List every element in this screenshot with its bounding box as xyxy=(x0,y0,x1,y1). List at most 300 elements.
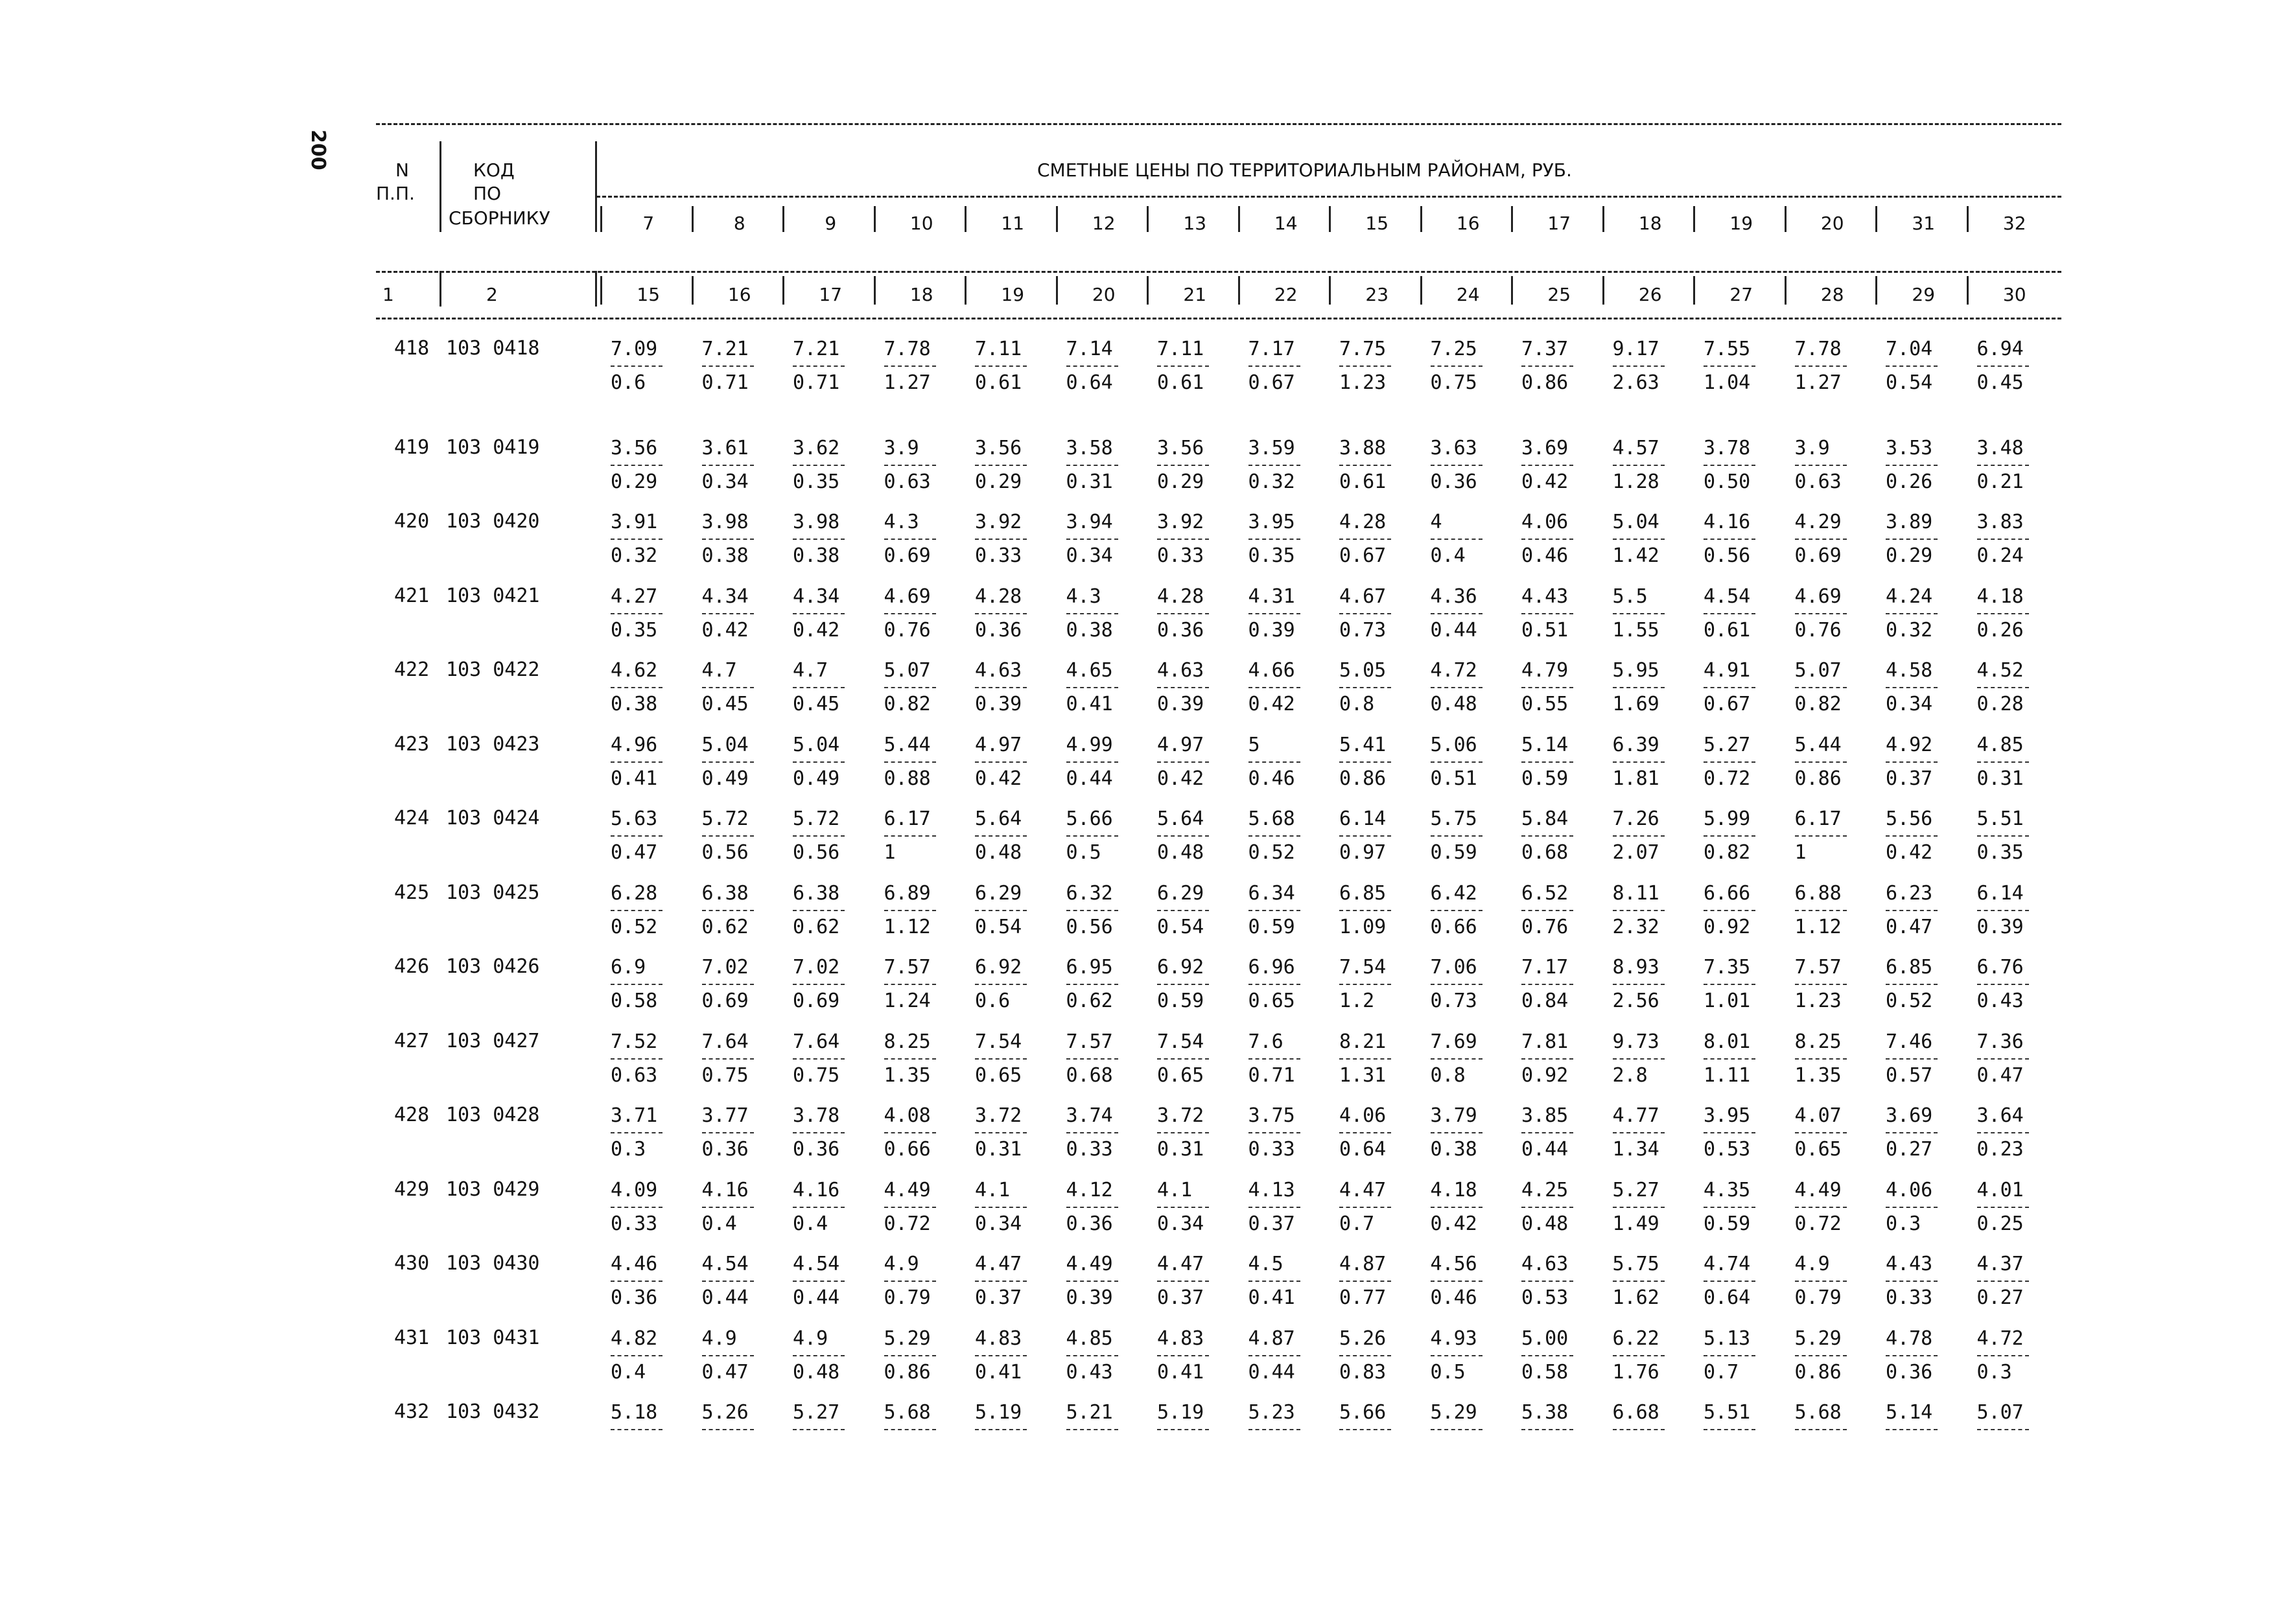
cell-value: 4.28 xyxy=(1157,585,1204,608)
cell-value: 7.35 xyxy=(1704,956,1751,979)
cell-value: 4.3 xyxy=(1066,585,1101,608)
cell-value: 1.23 xyxy=(1794,990,1842,1012)
cell-value: 3.92 xyxy=(975,511,1022,533)
table-cell xyxy=(1339,510,1427,568)
cell-value: 0.66 xyxy=(884,1138,931,1161)
table-cell xyxy=(884,1327,972,1385)
table-cell xyxy=(1613,510,1701,568)
cell-dash xyxy=(702,1429,754,1430)
cell-dash xyxy=(1339,1207,1391,1208)
cell-dash xyxy=(793,465,845,466)
cell-value: 7.26 xyxy=(1612,807,1659,830)
table-cell xyxy=(702,585,790,643)
district-header: 20 xyxy=(1820,213,1844,234)
cell-dash xyxy=(975,1355,1027,1356)
cell-value: 0.63 xyxy=(1794,470,1842,493)
table-cell xyxy=(1613,1327,1701,1385)
cell-value: 6.88 xyxy=(1794,881,1842,905)
cell-value: 7.09 xyxy=(611,338,658,360)
cell-dash xyxy=(884,761,936,763)
cell-dash xyxy=(1339,1058,1391,1060)
title-rule xyxy=(596,196,2061,198)
row-code: 103 0421 xyxy=(446,584,540,607)
table-cell xyxy=(1613,1030,1701,1088)
cell-dash xyxy=(1431,465,1482,466)
cell-dash xyxy=(611,1429,662,1430)
table-cell xyxy=(1157,658,1245,717)
table-cell xyxy=(611,733,699,791)
cell-dash xyxy=(1066,1281,1118,1282)
table-cell xyxy=(793,1104,881,1162)
cell-value: 4.62 xyxy=(611,659,658,682)
table-cell xyxy=(1886,585,1974,643)
table-cell xyxy=(1977,337,2065,395)
cell-dash xyxy=(1521,1058,1573,1060)
cell-dash xyxy=(884,1355,936,1356)
table-cell xyxy=(793,658,881,717)
cell-value: 0.83 xyxy=(1339,1360,1387,1384)
cell-value: 0.49 xyxy=(793,767,840,790)
cell-value: 4.7 xyxy=(793,659,828,682)
cell-dash xyxy=(1066,761,1118,763)
table-cell xyxy=(1248,1104,1337,1162)
cell-value: 8.93 xyxy=(1612,956,1659,979)
cell-value: 5.44 xyxy=(1794,733,1842,756)
cell-value: 7.64 xyxy=(793,1030,840,1053)
cell-value: 3.74 xyxy=(1066,1104,1113,1127)
cell-value: 0.52 xyxy=(1886,990,1933,1012)
page-number: 200 xyxy=(307,130,329,170)
table-cell xyxy=(884,436,972,494)
cell-value: 4.9 xyxy=(793,1327,828,1350)
cell-value: 0.38 xyxy=(793,544,840,567)
cell-value: 1.12 xyxy=(1794,915,1842,938)
table-cell xyxy=(1795,337,1883,395)
table-cell xyxy=(1521,807,1610,865)
cell-dash xyxy=(793,1355,845,1356)
table-cell xyxy=(1613,1252,1701,1310)
cell-dash xyxy=(1066,365,1118,367)
table-cell xyxy=(1431,510,1519,568)
cell-dash xyxy=(1248,365,1300,367)
cell-dash xyxy=(1157,761,1209,763)
table-cell xyxy=(702,807,790,865)
cell-value: 5.04 xyxy=(1612,511,1659,533)
cell-value: 4.65 xyxy=(1066,659,1113,682)
cell-value: 0.36 xyxy=(793,1138,840,1161)
cell-value: 3.71 xyxy=(611,1104,658,1127)
table-cell xyxy=(1795,1252,1883,1310)
cell-dash xyxy=(1431,1207,1482,1208)
table-cell xyxy=(1431,881,1519,940)
cell-dash xyxy=(1886,984,1938,985)
colnum-header: 20 xyxy=(1092,284,1116,305)
cell-value: 0.59 xyxy=(1248,915,1295,938)
cell-dash xyxy=(793,613,845,614)
cell-dash xyxy=(1613,1058,1665,1060)
table-cell xyxy=(1886,510,1974,568)
cell-value: 5.75 xyxy=(1430,807,1477,830)
cell-value: 4.43 xyxy=(1886,1253,1933,1275)
table-cell xyxy=(1066,658,1154,717)
table-cell xyxy=(1431,1400,1519,1434)
cell-value: 0.48 xyxy=(1157,841,1204,864)
cell-dash xyxy=(884,984,936,985)
cell-value: 5.68 xyxy=(1248,807,1295,830)
cell-dash xyxy=(611,465,662,466)
table-cell xyxy=(1157,1327,1245,1385)
cell-value: 5.18 xyxy=(611,1401,658,1424)
cell-value: 0.4 xyxy=(793,1212,828,1235)
cell-value: 0.54 xyxy=(1157,915,1204,938)
cell-value: 4.3 xyxy=(884,511,919,533)
cell-value: 0.73 xyxy=(1339,618,1387,642)
cell-dash xyxy=(702,910,754,911)
cell-dash xyxy=(611,1207,662,1208)
cell-dash xyxy=(975,984,1027,985)
cell-dash xyxy=(1977,1355,2029,1356)
cell-dash xyxy=(1704,1281,1755,1282)
cell-value: 0.53 xyxy=(1704,1138,1751,1161)
row-code: 103 0418 xyxy=(446,337,540,360)
cell-value: 0.68 xyxy=(1066,1063,1113,1087)
table-cell xyxy=(1795,1400,1883,1434)
cell-dash xyxy=(1248,465,1300,466)
table-cell xyxy=(1886,1327,1974,1385)
cell-value: 3.89 xyxy=(1886,511,1933,533)
table-cell xyxy=(1521,658,1610,717)
cell-value: 0.36 xyxy=(975,618,1022,642)
cell-dash xyxy=(1977,984,2029,985)
table-cell xyxy=(1886,1400,1974,1434)
table-cell xyxy=(1431,955,1519,1014)
cell-dash xyxy=(1795,1281,1847,1282)
cell-dash xyxy=(1613,761,1665,763)
cell-dash xyxy=(1066,1132,1118,1133)
district-header: 32 xyxy=(2002,213,2026,234)
cell-value: 4.54 xyxy=(701,1253,749,1275)
cell-value: 0.42 xyxy=(975,767,1022,790)
divider xyxy=(439,141,441,232)
cell-dash xyxy=(884,465,936,466)
cell-dash xyxy=(1521,1132,1573,1133)
cell-value: 9.17 xyxy=(1612,338,1659,360)
cell-value: 4.09 xyxy=(611,1178,658,1201)
cell-dash xyxy=(702,835,754,837)
cell-dash xyxy=(702,613,754,614)
divider xyxy=(1602,206,1604,232)
cell-value: 5.66 xyxy=(1066,807,1113,830)
table-cell xyxy=(1613,955,1701,1014)
cell-value: 4.87 xyxy=(1339,1253,1387,1275)
cell-value: 0.36 xyxy=(1886,1360,1933,1384)
table-cell xyxy=(1704,1252,1792,1310)
table-cell xyxy=(975,1327,1063,1385)
cell-value: 4.85 xyxy=(1976,733,2024,756)
cell-value: 6.29 xyxy=(1157,881,1204,905)
cell-value: 4.63 xyxy=(1521,1253,1569,1275)
cell-dash xyxy=(1339,465,1391,466)
table-cell xyxy=(1157,1400,1245,1434)
table-cell xyxy=(793,733,881,791)
cell-dash xyxy=(1977,465,2029,466)
cell-value: 0.52 xyxy=(1248,841,1295,864)
cell-dash xyxy=(1248,1429,1300,1430)
cell-value: 7.57 xyxy=(1066,1030,1113,1053)
colnum-1: 1 xyxy=(382,284,394,305)
cell-value: 6.76 xyxy=(1976,956,2024,979)
cell-dash xyxy=(975,687,1027,688)
cell-value: 0.33 xyxy=(1248,1138,1295,1161)
cell-value: 0.44 xyxy=(1430,618,1477,642)
cell-value: 5.64 xyxy=(1157,807,1204,830)
cell-dash xyxy=(793,761,845,763)
cell-value: 5.27 xyxy=(793,1401,840,1424)
cell-value: 3.53 xyxy=(1886,436,1933,459)
cell-value: 0.72 xyxy=(1704,767,1751,790)
cell-value: 4.57 xyxy=(1612,436,1659,459)
table-top-rule xyxy=(376,123,2061,125)
cell-value: 0.77 xyxy=(1339,1286,1387,1309)
divider xyxy=(439,271,441,307)
cell-value: 6.85 xyxy=(1339,881,1387,905)
cell-value: 0.25 xyxy=(1976,1212,2024,1235)
row-code: 103 0428 xyxy=(446,1104,540,1126)
cell-value: 0.46 xyxy=(1430,1286,1477,1309)
cell-dash xyxy=(1431,984,1482,985)
row-code: 103 0427 xyxy=(446,1029,540,1052)
table-cell xyxy=(1704,1104,1792,1162)
cell-value: 5.29 xyxy=(884,1327,931,1350)
cell-value: 0.84 xyxy=(1521,990,1569,1012)
cell-value: 5.07 xyxy=(884,659,931,682)
cell-value: 0.41 xyxy=(1066,693,1113,715)
district-header: 11 xyxy=(1001,213,1025,234)
cell-dash xyxy=(884,835,936,837)
cell-dash xyxy=(702,539,754,540)
cell-dash xyxy=(793,1429,845,1430)
table-cell xyxy=(1248,881,1337,940)
table-cell xyxy=(1977,436,2065,494)
cell-dash xyxy=(1066,835,1118,837)
table-cell xyxy=(1248,955,1337,1014)
cell-value: 0.39 xyxy=(1066,1286,1113,1309)
cell-value: 0.65 xyxy=(1248,990,1295,1012)
table-cell xyxy=(1066,733,1154,791)
cell-value: 5.68 xyxy=(1794,1401,1842,1424)
cell-value: 2.07 xyxy=(1612,841,1659,864)
cell-value: 0.63 xyxy=(884,470,931,493)
cell-dash xyxy=(975,910,1027,911)
cell-dash xyxy=(1886,910,1938,911)
table-cell xyxy=(1977,955,2065,1014)
cell-dash xyxy=(1886,1429,1938,1430)
cell-value: 4.16 xyxy=(1704,511,1751,533)
cell-dash xyxy=(1521,465,1573,466)
cell-value: 4.79 xyxy=(1521,659,1569,682)
cell-value: 3.69 xyxy=(1521,436,1569,459)
cell-value: 5.95 xyxy=(1612,659,1659,682)
cell-dash xyxy=(1795,910,1847,911)
table-cell xyxy=(1795,658,1883,717)
table-cell xyxy=(702,1252,790,1310)
cell-value: 0.92 xyxy=(1521,1063,1569,1087)
cell-value: 1.35 xyxy=(1794,1063,1842,1087)
cell-value: 4.35 xyxy=(1704,1178,1751,1201)
table-cell xyxy=(1431,1178,1519,1236)
district-header: 9 xyxy=(825,213,837,234)
cell-value: 5.26 xyxy=(1339,1327,1387,1350)
table-cell xyxy=(1886,1104,1974,1162)
cell-dash xyxy=(1977,1429,2029,1430)
cell-value: 0.86 xyxy=(1794,1360,1842,1384)
district-header: 8 xyxy=(733,213,745,234)
cell-value: 0.21 xyxy=(1976,470,2024,493)
cell-dash xyxy=(1339,1281,1391,1282)
cell-value: 6.22 xyxy=(1612,1327,1659,1350)
divider xyxy=(1967,276,1969,305)
colnum-header: 27 xyxy=(1729,284,1753,305)
cell-dash xyxy=(1157,365,1209,367)
cell-dash xyxy=(975,1429,1027,1430)
table-cell xyxy=(702,1030,790,1088)
cell-value: 9.73 xyxy=(1612,1030,1659,1053)
cell-dash xyxy=(884,365,936,367)
cell-dash xyxy=(1431,687,1482,688)
cell-value: 0.41 xyxy=(611,767,658,790)
cell-dash xyxy=(884,1058,936,1060)
cell-value: 1.81 xyxy=(1612,767,1659,790)
cell-value: 0.59 xyxy=(1430,841,1477,864)
cell-value: 5.99 xyxy=(1704,807,1751,830)
cell-dash xyxy=(1795,761,1847,763)
cell-dash xyxy=(1795,1207,1847,1208)
table-cell xyxy=(975,585,1063,643)
cell-value: 4.13 xyxy=(1248,1178,1295,1201)
row-number: 427 xyxy=(394,1029,430,1052)
cell-value: 5.27 xyxy=(1612,1178,1659,1201)
cell-value: 3.59 xyxy=(1248,436,1295,459)
table-cell xyxy=(1795,1327,1883,1385)
cell-dash xyxy=(1157,539,1209,540)
cell-dash xyxy=(1886,365,1938,367)
cell-dash xyxy=(1977,1058,2029,1060)
cell-value: 0.42 xyxy=(1248,693,1295,715)
cell-dash xyxy=(611,1132,662,1133)
table-cell xyxy=(702,658,790,717)
cell-dash xyxy=(1795,835,1847,837)
cell-dash xyxy=(1157,984,1209,985)
table-cell xyxy=(1339,733,1427,791)
cell-dash xyxy=(793,365,845,367)
cell-dash xyxy=(1704,1207,1755,1208)
divider xyxy=(1420,276,1422,305)
cell-value: 3.92 xyxy=(1157,511,1204,533)
table-cell xyxy=(1431,436,1519,494)
cell-value: 0.61 xyxy=(1704,618,1751,642)
table-cell xyxy=(1977,733,2065,791)
cell-value: 0.61 xyxy=(1157,371,1204,394)
cell-value: 6.38 xyxy=(701,881,749,905)
district-header: 19 xyxy=(1729,213,1753,234)
cell-value: 4.9 xyxy=(1794,1253,1830,1275)
cell-value: 0.53 xyxy=(1521,1286,1569,1309)
cell-value: 0.64 xyxy=(1339,1138,1387,1161)
cell-value: 0.4 xyxy=(1430,544,1466,567)
cell-value: 0.57 xyxy=(1886,1063,1933,1087)
cell-value: 1.31 xyxy=(1339,1063,1387,1087)
cell-dash xyxy=(1613,613,1665,614)
cell-dash xyxy=(884,1207,936,1208)
cell-value: 0.58 xyxy=(611,990,658,1012)
cell-value: 4.52 xyxy=(1976,659,2024,682)
cell-value: 6.38 xyxy=(793,881,840,905)
cell-value: 6.92 xyxy=(1157,956,1204,979)
table-cell xyxy=(1613,1400,1701,1434)
cell-value: 0.34 xyxy=(1886,693,1933,715)
cell-value: 0.51 xyxy=(1521,618,1569,642)
table-cell xyxy=(793,1030,881,1088)
cell-value: 6.17 xyxy=(884,807,931,830)
cell-value: 0.63 xyxy=(611,1063,658,1087)
table-cell xyxy=(611,955,699,1014)
cell-value: 4.78 xyxy=(1886,1327,1933,1350)
cell-value: 0.33 xyxy=(611,1212,658,1235)
table-cell xyxy=(1613,1104,1701,1162)
cell-dash xyxy=(1521,687,1573,688)
cell-value: 0.35 xyxy=(611,618,658,642)
cell-value: 4.63 xyxy=(975,659,1022,682)
cell-value: 4.07 xyxy=(1794,1104,1842,1127)
table-cell xyxy=(611,807,699,865)
cell-value: 7.54 xyxy=(1157,1030,1204,1053)
cell-value: 4.1 xyxy=(1157,1178,1193,1201)
cell-dash xyxy=(1157,613,1209,614)
cell-value: 0.45 xyxy=(793,693,840,715)
cell-dash xyxy=(1704,365,1755,367)
divider xyxy=(595,271,597,307)
table-cell xyxy=(1521,1252,1610,1310)
cell-value: 3.79 xyxy=(1430,1104,1477,1127)
cell-dash xyxy=(611,910,662,911)
cell-dash xyxy=(1886,613,1938,614)
table-cell xyxy=(611,1104,699,1162)
cell-value: 4.69 xyxy=(884,585,931,608)
cell-value: 7.52 xyxy=(611,1030,658,1053)
cell-value: 5.04 xyxy=(793,733,840,756)
table-cell xyxy=(611,881,699,940)
table-cell xyxy=(1521,436,1610,494)
table-cell xyxy=(975,658,1063,717)
table-cell xyxy=(1521,585,1610,643)
cell-value: 4.72 xyxy=(1976,1327,2024,1350)
cell-value: 1.11 xyxy=(1704,1063,1751,1087)
table-cell xyxy=(1431,337,1519,395)
cell-dash xyxy=(702,365,754,367)
table-cell xyxy=(1248,733,1337,791)
cell-value: 0.34 xyxy=(975,1212,1022,1235)
table-cell xyxy=(1795,1030,1883,1088)
cell-value: 4.31 xyxy=(1248,585,1295,608)
district-header: 10 xyxy=(909,213,933,234)
cell-dash xyxy=(1066,687,1118,688)
cell-value: 7.36 xyxy=(1976,1030,2024,1053)
cell-value: 5.41 xyxy=(1339,733,1387,756)
cell-value: 5.19 xyxy=(975,1401,1022,1424)
cell-value: 0.68 xyxy=(1521,841,1569,864)
cell-value: 0.42 xyxy=(1157,767,1204,790)
colnum-header: 23 xyxy=(1365,284,1389,305)
